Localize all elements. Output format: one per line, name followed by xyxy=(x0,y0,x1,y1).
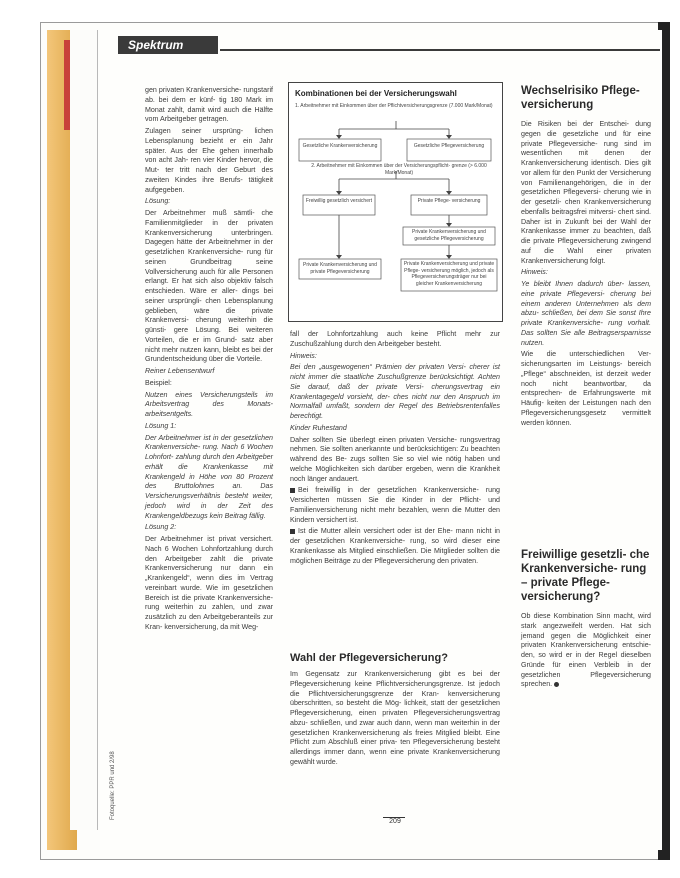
end-mark-icon xyxy=(554,682,559,687)
diagram-box: Private Krankenversicherung und private Pflegeversicherung xyxy=(303,262,377,275)
diagram-title: Kombinationen bei der Versicherungswahl xyxy=(295,89,457,98)
bullet-icon xyxy=(290,488,295,493)
diagram-case-2: 2. Arbeitnehmer mit Einkommen über der Versicherungspflicht- grenze (> 6.000 Mark/Monat) xyxy=(311,163,487,176)
section-header xyxy=(100,36,662,54)
diagram-box: Gesetzliche Krankenversicherung xyxy=(302,143,378,149)
bullet-text: Bei freiwillig in der gesetzlichen Krankenversiche- rung Versicherten müssen Sie die Kinder in der Pflicht- und Familienversicherung nicht mehr bezahlen, wenn die Mutter den Kindern versichert ist. xyxy=(290,486,500,524)
diagram-box: Private Pflege- versicherung xyxy=(417,198,481,204)
heading-wahl: Wahl der Pflegeversicherung? xyxy=(290,652,448,664)
paragraph: Nutzen eines Versicherungsteils im Arbeitsvertrag des Monats- arbeitsentgelts. xyxy=(145,390,273,418)
paragraph: Bei den „ausgewogenen“ Prämien der privaten Versi- cherer ist nicht immer die staatliche Zuschußgrenze berücksichtigt. Achten Sie darauf, daß der private Versi- cherungsvertrag ein Krankentagegeld vorsieht, der- ches nicht nur den Anspruch im Normalfall umfaßt, sondern der Regel des Betriebsrentenfalles berechtigt. xyxy=(290,363,500,420)
paragraph: Wie die unterschiedlichen Ver- sicherungsarten im Leistungs- bereich „Pflege“ abschneiden, ist derzeit weder noch nicht beantwortbar, da entsprechen- de Erfahrungswerte mit Häufig- keiten der Leistungen nach den Pflegeversicherungsgesetz vermittelt werden können. xyxy=(521,350,651,427)
subheading: Kinder Ruhestand xyxy=(290,423,347,432)
bullet-icon xyxy=(290,529,295,534)
section-label: Spektrum xyxy=(118,36,218,54)
diagram-box: Private Krankenversicherung und private Pflege- versicherung möglich, jedoch als Pflegeversicherungsträger nur bei gleicher Krankenversicherung xyxy=(403,261,495,287)
paragraph: gen privaten Krankenversiche- rungstarif ab. bei dem er künf- tig 180 Mark im Monat zahlt, damit wird auch die Hälfte vom Arbeitgeber getragen. xyxy=(145,86,273,124)
column-middle-lower xyxy=(290,670,500,770)
subheading: Reiner Lebensentwurf xyxy=(145,367,215,375)
heading-wechselrisiko: Wechselrisiko Pflege- versicherung xyxy=(521,85,640,111)
column-right xyxy=(521,120,651,430)
column-middle xyxy=(290,330,500,568)
page-stack-edge xyxy=(78,30,98,830)
bullet-text: Ist die Mutter allein versichert oder ist der Ehe- mann nicht in der gesetzlichen Krankenversiche- rung, so wird dieser eine Krankenkasse als Mitglied einschließen. Die Mitglieder sollten die möglichen Beiträge zu der Pflegeversicherung den privaten. xyxy=(290,527,500,565)
page-number: 209 xyxy=(389,818,401,825)
heading-freiwillig: Freiwillige gesetzli- che Krankenversiche- rung – private Pflege- versicherung? xyxy=(521,549,650,603)
paragraph: Zulagen seiner ursprüng- lichen Lebensplanung bezieht er ein Jahr später. Aus der Ehe gehen innerhalb von acht Jah- ren vier Kinder hervor, die Mut- ter tritt nach der Geburt des zweiten Kindes ihre Berufs- tätigkeit aufgegeben. xyxy=(145,127,273,194)
label-beispiel: Beispiel: xyxy=(145,378,172,387)
source-text: Fotoquelle: PPR und 2/98 xyxy=(110,751,116,820)
paragraph: Der Arbeitnehmer ist in der gesetzlichen Krankenversiche- rung. Nach 6 Wochen Lohnfort- zahlung durch den Arbeitgeber erhält die Krankenkasse mit Krankengeld in Höhe von 80 Prozent des Bruttolohnes an. Das Versicherungsverhältnis besteht weiter, jedoch wird in der Zeit des Krankengeldbezugs kein Beitrag fällig. xyxy=(145,433,273,520)
label-loesung: Lösung: xyxy=(145,197,171,206)
paragraph: Der Arbeitnehmer muß sämtli- che Familienmitglieder in der privaten Krankenversicherung unterbringen. Dagegen hätte der Arbeitnehmer in der gesetzlichen Krankenversiche- rung für seinen Grundbeitrag seine Vollversicherung auch für alle Personen erlangt. Er hat sich also objektiv falsch entschieden. Wäre er aller- dings bei seiner ursprüngli- chen Lebensplanung geblieben, wäre die private Krankenversi- cherung weiterhin die günsti- gere Lösung. Bei weiteren Vorteilen, die er im Grund- satz aber nicht mehr nutzen kann, bleibt es bei der Grundentscheidung über die Vorteile. xyxy=(145,209,273,364)
diagram-box: Private Krankenversicherung und gesetzliche Pflegeversicherung xyxy=(412,229,486,242)
bullet-item xyxy=(290,527,500,566)
diagram-box: Freiwillig gesetzlich versichert xyxy=(305,198,373,204)
paragraph: Ye bleibt Ihnen dadurch über- lassen, eine private Pflegeversi- cherung bei einem anderen Unternehmen als dem abzu- schließen, bei dem Sie sonst Ihre private Krankenversiche- rung vorhalt. Das sollten Sie alle Beitragsersparnisse nutzen. xyxy=(521,280,651,347)
label-hinweis: Hinweis: xyxy=(521,268,548,277)
bullet-item xyxy=(290,486,500,525)
paragraph: Die Risiken bei der Entschei- dung gegen die gesetzliche und für eine private Pflegeversiche- rung sind im wesentlichen mit denen der Krankenversicherung identisch. Dies gilt vor allem für den Punkt der Versicherung von Familienangehörigen, die in der gesetzlichen Pflegeversi- cherung wie in der gesetzli- chen Krankenversicherung ebenfalls beitragsfrei mitversi- chert sind. Daher ist in Zukunft bei der Wahl der Krankenkasse immer zu beachten, daß die private Pflegeversicherung zwingend auf die Wahl einer privaten Krankenversicherung folgt. xyxy=(521,120,651,265)
diagram-box: Gesetzliche Pflegeversicherung xyxy=(413,143,485,149)
paragraph: Daher sollten Sie überlegt einen privaten Versiche- rungsvertrag nehmen. Sie sollten anerkannte und berücksichtigen: Zu beachten während des Be- zugs sollten Sie so viel wie nötig haben und welche Möglichkeiten sich darüber ergeben, wenn die Krankheit noch länger andauert. xyxy=(290,435,500,483)
paragraph-text: Ob diese Kombination Sinn macht, wird stark angezweifelt werden. Hat sich jemand gegen die Möglichkeit einer privaten Krankenversicherung entschie- den, so wird er in der Regel dieselben Gründe für einen Verbleib in der gesetzlichen Pflegeversicherung sprechen. xyxy=(521,612,651,689)
paragraph: Der Arbeitnehmer ist privat versichert. Nach 6 Wochen Lohnfortzahlung durch den Arbeitgeber zahlt die private Krankenversicherung nur dann ein „Krankengeld“, wenn dies im Vertrag vereinbart wurde. Wie im gesetzlichen Bereich ist die private Krankenversiche- rung weiterhin zu zahlen, und zwar zusätzlich zu den Arbeitgeberanteils zur Kran- kenversicherung, da mit Weg- xyxy=(145,535,273,631)
paragraph: Im Gegensatz zur Krankenversicherung gibt es bei der Pflegeversicherung keine Pflichtversicherungsgrenze. Ist jedoch die Pflichtversicherungsgrenze der Kran- kenversicherung überschritten, so besteht die Mög- lichkeit, statt der gesetzlichen Pflegeversicherung, einen privaten Pflegeversicherungsvertrag abzu- schließen, und zwar auch dann, wenn man weiterhin in der gesetzlichen Krankenversicherung als freies Mitglied bleibt. Eine Pflicht zum Abschluß einer priva- ten Pflegeversicherung besteht allerdings immer dann, wenn eine private Krankenversicherung gewählt wurde. xyxy=(290,670,500,766)
label-loesung-2: Lösung 2: xyxy=(145,523,177,532)
header-rule xyxy=(220,49,660,51)
source-note xyxy=(110,640,122,820)
label-loesung-1: Lösung 1: xyxy=(145,421,177,430)
column-right-lower xyxy=(521,612,651,692)
paragraph: fall der Lohnfortzahlung auch keine Pflicht mehr zur Zuschußzahlung durch den Arbeitgeber besteht. xyxy=(290,330,500,348)
paragraph xyxy=(521,612,651,690)
column-left xyxy=(145,86,273,635)
label-hinweis: Hinweis: xyxy=(290,351,317,360)
diagram-case-1: 1. Arbeitnehmer mit Einkommen über der Pflichtversicherungsgrenze (7.000 Mark/Monat) xyxy=(295,103,493,109)
insurance-choice-diagram xyxy=(288,82,503,322)
